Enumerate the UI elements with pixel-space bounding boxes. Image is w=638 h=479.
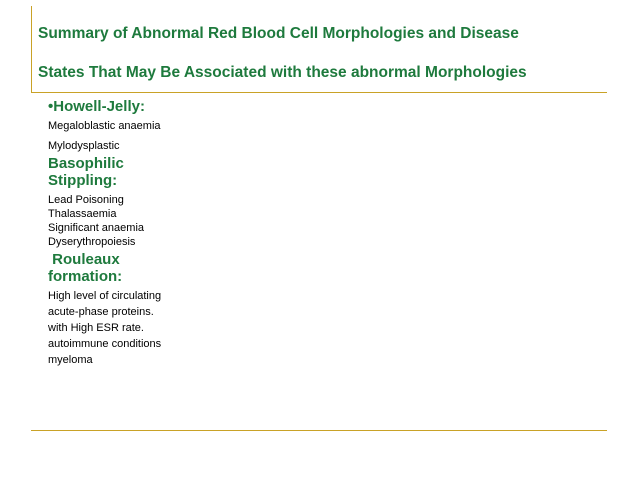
list-item: Dyserythropoiesis <box>48 236 136 248</box>
list-item: Mylodysplastic <box>48 140 120 152</box>
title-divider <box>31 92 607 93</box>
list-item: acute-phase proteins. <box>48 306 154 318</box>
list-item: autoimmune conditions <box>48 338 162 350</box>
list-item: myeloma <box>48 354 93 366</box>
list-item: with High ESR rate. <box>48 322 144 334</box>
list-item: High level of circulating <box>48 290 162 302</box>
vertical-rule <box>31 6 32 92</box>
list-item: Lead Poisoning <box>48 194 124 206</box>
heading-rouleaux-formation-line-2: formation: <box>48 268 123 285</box>
footer-divider <box>31 430 607 431</box>
heading-rouleaux-formation-line-1: Rouleaux <box>48 251 120 268</box>
content-list <box>48 98 248 367</box>
list-item: Megaloblastic anaemia <box>48 120 161 132</box>
slide-title-line-1: Summary of Abnormal Red Blood Cell Morphologies and Disease <box>38 25 519 42</box>
list-item: Significant anaemia <box>48 222 145 234</box>
heading-basophilic-stippling-line-2: Stippling: <box>48 172 118 189</box>
list-item: Thalassaemia <box>48 208 117 220</box>
slide-title-line-2: States That May Be Associated with these abnormal Morphologies <box>38 64 527 81</box>
heading-basophilic-stippling-line-1: Basophilic <box>48 155 124 172</box>
heading-howell-jelly: •Howell-Jelly: <box>48 98 145 115</box>
